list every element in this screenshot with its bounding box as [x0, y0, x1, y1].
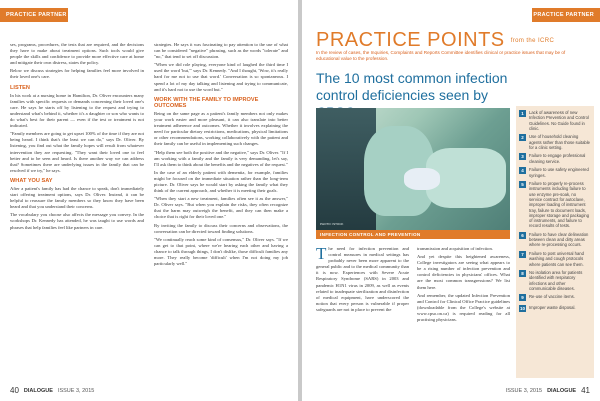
- subheading: WHAT YOU SAY: [10, 177, 53, 184]
- paragraph: The need for infection prevention and control measures in medical settings has probably never been more apparent to the general public and to the medical community than it is now. Experiences with Severe Acute Respiratory Syndrome (SARS) in 2003 and pandemic H1N1 virus in 2009, as well as events related to inadequate sterilization and disinfection of medical equipment, have underscored the notion that every person is vulnerable if proper safeguards are not in place to prevent the: [316, 246, 409, 312]
- article-title: The 10 most common infection control deficiencies seen by: [316, 70, 508, 103]
- issue-label: ISSUE 3, 2015: [505, 387, 543, 394]
- subheading: WORK WITH THE FAMILY TO IMPROVE OUTCOMES: [154, 96, 259, 109]
- paragraph: "When they start a new treatment, families often see it as the answer," Dr. Oliver says. "But when you explain the risks, they often recognize that the harm may outweigh the benefit, and they can then make a choice that is right for their loved one.": [154, 196, 288, 220]
- paragraph: "We continually reach some kind of consensus," Dr. Oliver says. "If we can get to that point, where we're hearing each other and having a chance to talk through things, I don't dislike, those difficult families any more. They really become 'difficult' when I'm not doing my job particularly well.": [154, 236, 288, 267]
- list-item: [519, 153, 590, 164]
- paragraph: And remember, the updated Infection Prevention and Control for Clinical Office Practice guidelines (downloadable from the College's website at www.cpso.on.ca) is required reading for all practising physicians.: [417, 292, 510, 323]
- item-number: 4: [519, 167, 526, 174]
- photo-credit: PHOTO: ISTOCK: [320, 222, 344, 226]
- item-text: Improper waste disposal.: [529, 304, 576, 310]
- left-column-1: [10, 42, 144, 381]
- page-footer: [10, 386, 94, 395]
- drop-cap: T: [316, 246, 327, 263]
- item-number: 6: [519, 232, 526, 239]
- heading-small: from the ICRC: [510, 38, 555, 44]
- item-text: Failure to use safety engineered syringes.: [529, 167, 589, 178]
- issue-label: ISSUE 3, 2015: [57, 387, 95, 394]
- left-column-2: [154, 42, 288, 381]
- deficiency-list: [516, 106, 594, 378]
- paragraph: ses, programs, procedures, the tests that are required, and the decisions they have to make about treatment options. Such tools would give people the skills and confidence to provide more effective care at home and mitigate their own distress, states the policy.: [10, 42, 144, 66]
- item-number: 2: [519, 134, 526, 141]
- list-item: [519, 110, 590, 131]
- page-number: 40: [10, 386, 19, 395]
- article-photo: [316, 108, 510, 230]
- right-article: [316, 246, 510, 376]
- section-tab: PRACTICE PARTNER: [532, 8, 600, 22]
- paragraph: By inviting the family to discuss their concerns and observations, the conversation can be directed toward finding solutions.: [154, 222, 288, 234]
- item-text: Failure to engage professional cleaning service.: [529, 153, 586, 164]
- heading-subtitle: In the review of cases, the Inquiries, Complaints and Reports Committee identifies clinical or practice issues that may be of educational value to the profession.: [316, 50, 566, 61]
- item-text: Use of household cleaning agents rather than those suitable for a clinic setting.: [529, 134, 590, 150]
- paragraph: transmission and acquisition of infection.: [417, 246, 493, 251]
- paragraph: In the case of an elderly patient with dementia, for example, families might be focused on the immediate situation rather than the long-term picture. Dr. Oliver says he would start by asking the family what they think of the current approach, and whether it is meeting their goals.: [154, 169, 288, 194]
- paragraph: Below we discuss strategies for helping families feel more involved in their loved one's care.: [10, 68, 144, 80]
- page-number: 41: [581, 386, 590, 395]
- item-number: 9: [519, 294, 526, 301]
- paragraph: "When we did role playing, everyone kind of laughed the third time I used the word 'but,'" says Dr. Kennedy. "And I thought, 'Wow, it's really hard for me not to use that word.' Conversation is so spontaneous. I spend a lot of my day talking and listening and trying to communicate, and it's hard not to use the word but.": [154, 62, 288, 92]
- left-article: [10, 42, 288, 381]
- item-text: Failure to properly re-process instruments including failure to use enzyme pre-soak, no service contract for autoclave, improper loading of instrument tray, failure to document loads, improper storage and packaging of instruments, and failure to record results of tests.: [529, 181, 590, 229]
- item-number: 5: [519, 181, 526, 188]
- item-number: 1: [519, 110, 526, 117]
- paragraph: And yet despite this heightened awareness, College investigators are seeing what appears to be a rising number of infection prevention and control deficiencies in physicians' offices. What are the most common transgressions? We list them here.: [417, 254, 510, 290]
- item-text: Failure to have clear delineation between clean and dirty areas where re-processing occurs.: [529, 231, 589, 248]
- section-bar: INFECTION CONTROL AND PREVENTION: [316, 230, 510, 239]
- section-tab: PRACTICE PARTNER: [0, 8, 68, 22]
- paragraph: "Help them see both the positive and the negative," says Dr. Oliver. "If I am working with a family and the family is very demanding, let's say, I'll ask them to think about the benefits and the negatives of the request.": [154, 149, 288, 167]
- list-item: [519, 305, 590, 312]
- item-number: 10: [519, 305, 525, 311]
- item-number: 7: [519, 251, 526, 258]
- paragraph: After a patient's family has had the chance to speak, don't immediately start offering treatment options, says Dr. Oliver. Instead, it can be helpful to reassure the family members so they know they have been heard and that you understand their concerns.: [10, 185, 144, 210]
- paragraph: The vocabulary you choose also affects the message you convey. In the workshops Dr. Kennedy has attended, he was taught to use words and phrases that help families feel like partners in care.: [10, 212, 144, 230]
- list-item: [519, 167, 590, 178]
- publication-name: DIALOGUE: [23, 387, 53, 394]
- list-item: [519, 181, 590, 229]
- item-number: 8: [519, 270, 526, 277]
- list-item: [519, 134, 590, 150]
- paragraph: In his work at a nursing home in Hamilton, Dr. Oliver encounters many families with specific requests or demands concerning their loved one's care. He says he starts off by listening to the request and trying to understand what's behind it, whether it's a daughter or son who wants to do what's best for their parent — even if the test or treatment is not indicated.: [10, 92, 144, 129]
- photo-glove: [404, 168, 440, 190]
- paragraph: Being on the same page as a patient's family members not only makes your work easier and more pleasant, it can also translate into better treatment adherence and outcomes. Whether it involves explaining the need for particular dietary restrictions, medications, physical limitations or other recommendations, working collaboratively with the patient and their family can be useful in implementing such changes.: [154, 110, 288, 147]
- item-number: 3: [519, 153, 526, 160]
- list-item: [519, 232, 590, 248]
- list-item: [519, 251, 590, 267]
- item-text: Failure to post universal hand washing and cough protocols where patients can see them.: [529, 250, 584, 267]
- article-column-2: [417, 246, 510, 376]
- article-column-1: [316, 246, 409, 376]
- heading-main: PRACTICE POINTS: [316, 29, 505, 51]
- right-page: [302, 0, 600, 401]
- publication-name: DIALOGUE: [547, 387, 577, 394]
- list-item: [519, 270, 590, 291]
- paragraph: "Family members are going to get upset 100% of the time if they are not being heard. I think that's the least we can do," says Dr. Oliver. By listening, you find out what the family hopes will result from whatever intervention they are requesting. "They want their loved one to feel better and to be seen and heard. Is there another way we can address that? Sometimes there are underlying issues in the family that can be resolved if we try," he says.: [10, 131, 144, 173]
- subheading: LISTEN: [10, 84, 30, 91]
- list-item: [519, 294, 590, 301]
- paragraph: strategies. He says it was fascinating to pay attention to the use of what can be considered "negative" phrasing, such as the words "tolerate" and "no," that tend to set off discussion.: [154, 42, 288, 60]
- item-text: No isolation area for patients identified with respiratory infections and other communicable diseases.: [529, 270, 583, 291]
- left-page: [0, 0, 298, 401]
- item-text: Lack of awareness of new Infection Prevention and Control Guidelines. No Guide found in clinic.: [529, 110, 589, 131]
- page-footer: [506, 386, 590, 395]
- practice-points-heading: [316, 29, 554, 52]
- item-text: Re-use of vaccine items.: [529, 294, 575, 300]
